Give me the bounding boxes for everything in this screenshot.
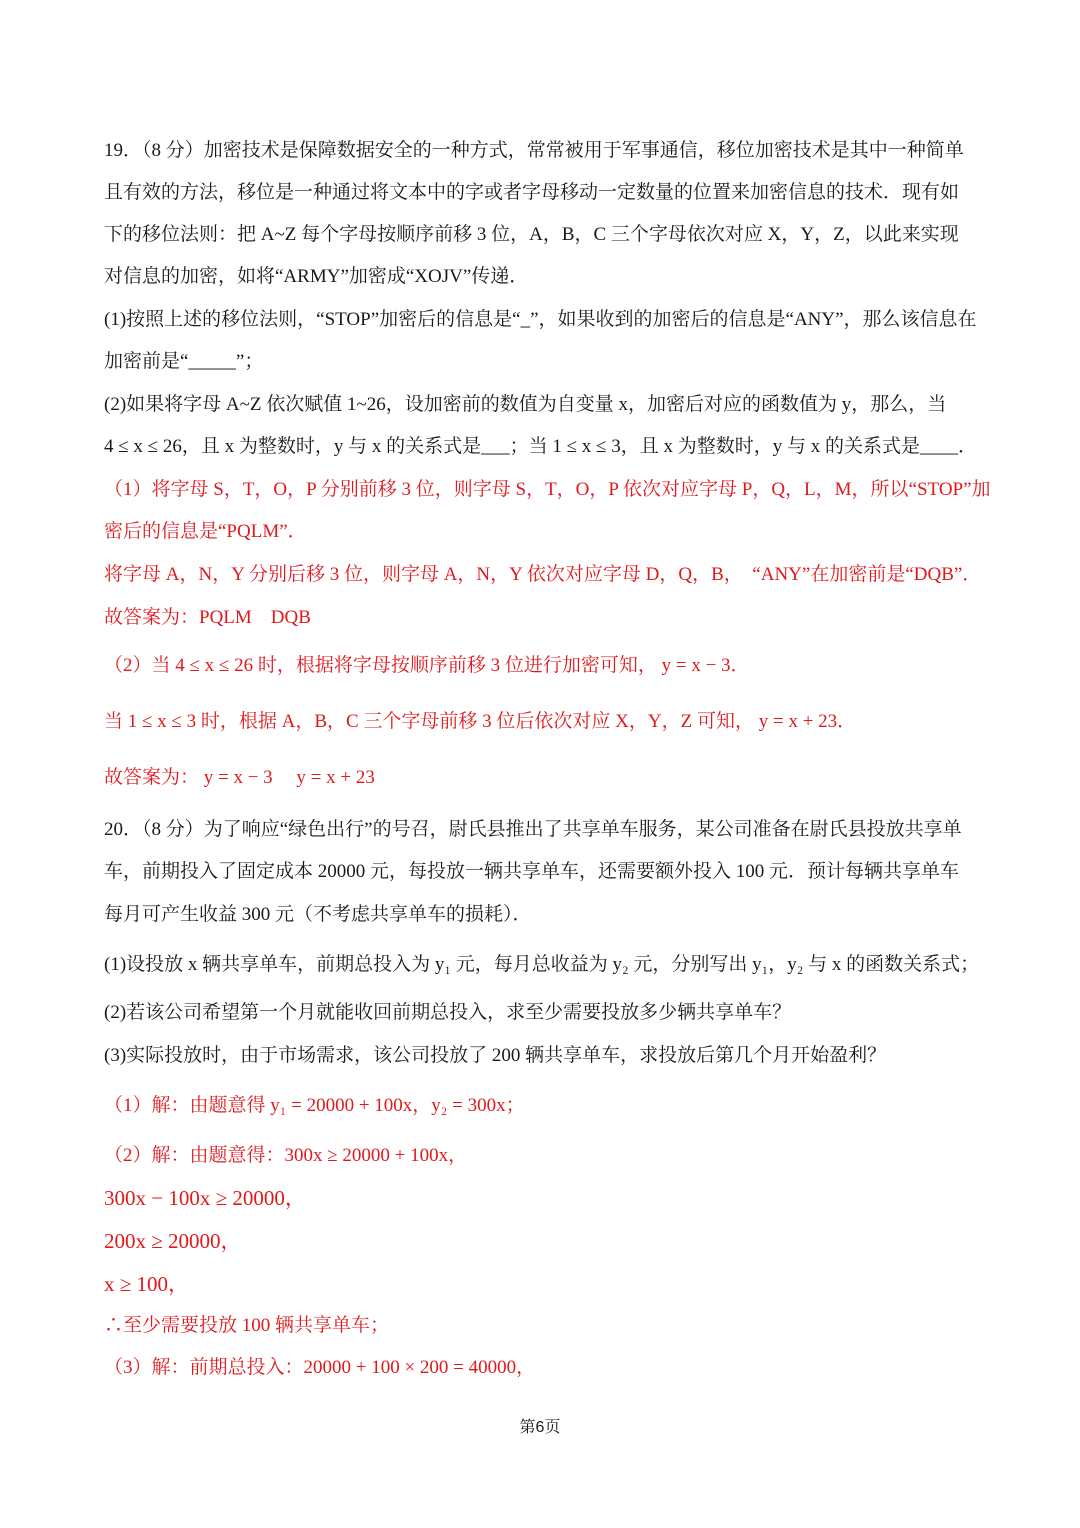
- q20-answer-line-6: ∴至少需要投放 100 辆共享单车；: [104, 1315, 390, 1336]
- q19-part2-line-2: 4 ≤ x ≤ 26，且 x 为整数时，y 与 x 的关系式是___；当 1 ≤ x ≤ 3，且 x 为整数时，y 与 x 的关系式是____．: [104, 436, 977, 457]
- q20-stem-line-1: 20．（8 分）为了响应“绿色出行”的号召，尉氏县推出了共享单车服务，某公司准备在尉氏县投放共享单: [104, 819, 962, 840]
- q19-answer-line-4: 故答案为：PQLM DQB: [104, 607, 311, 628]
- q20-answer-line-3: 300x − 100x ≥ 20000，: [104, 1186, 306, 1210]
- q19-part1-line-1: (1)按照上述的移位法则，“STOP”加密后的信息是“_”，如果收到的加密后的信息是“ANY”，那么该信息在: [104, 309, 977, 330]
- q19-answer-line-5: （2）当 4 ≤ x ≤ 26 时，根据将字母按顺序前移 3 位进行加密可知， y = x − 3．: [104, 655, 750, 676]
- q19-stem-line-1: 19．（8 分）加密技术是保障数据安全的一种方式，常常被用于军事通信，移位加密技术是其中一种简单: [104, 140, 964, 161]
- q19-part1-line-2: 加密前是“_____”；: [104, 351, 264, 372]
- q20-part-1: (1)设投放 x 辆共享单车，前期总投入为 y₁ 元，每月总收益为 y₂ 元，分别写出 y₁，y₂ 与 x 的函数关系式；: [104, 954, 980, 975]
- q20-stem-line-2: 车，前期投入了固定成本 20000 元，每投放一辆共享单车，还需要额外投入 100 元．预计每辆共享单车: [104, 861, 960, 882]
- q20-answer-line-5: x ≥ 100，: [104, 1272, 190, 1296]
- q19-answer-line-2: 密后的信息是“PQLM”．: [104, 521, 307, 542]
- q20-part-2: (2)若该公司希望第一个月就能收回前期总投入，求至少需要投放多少辆共享单车？: [104, 1002, 792, 1023]
- q19-answer-line-1: （1）将字母 S，T，O，P 分别前移 3 位，则字母 S，T，O，P 依次对应字母 P，Q，L，M，所以“STOP”加: [104, 479, 991, 500]
- q19-part2-line-1: (2)如果将字母 A~Z 依次赋值 1~26，设加密前的数值为自变量 x，加密后对应的函数值为 y，那么，当: [104, 394, 947, 415]
- q19-answer-line-3: 将字母 A，N，Y 分别后移 3 位，则字母 A，N，Y 依次对应字母 D，Q，B， “ANY”在加密前是“DQB”．: [104, 564, 982, 585]
- q19-answer-line-7: 故答案为： y = x − 3 y = x + 23: [104, 767, 375, 788]
- q20-answer-line-2: （2）解：由题意得：300x ≥ 20000 + 100x，: [104, 1145, 468, 1166]
- q20-answer-line-4: 200x ≥ 20000，: [104, 1229, 242, 1253]
- q20-answer-line-1: （1）解：由题意得 y₁ = 20000 + 100x，y₂ = 300x；: [104, 1095, 525, 1116]
- q20-stem-line-3: 每月可产生收益 300 元（不考虑共享单车的损耗）．: [104, 904, 532, 925]
- q19-stem-line-3: 下的移位法则：把 A~Z 每个字母按顺序前移 3 位，A，B，C 三个字母依次对应 X，Y，Z，以此来实现: [104, 224, 959, 245]
- q20-part-3: (3)实际投放时，由于市场需求，该公司投放了 200 辆共享单车，求投放后第几个月开始盈利？: [104, 1045, 887, 1066]
- q19-answer-line-6: 当 1 ≤ x ≤ 3 时，根据 A，B，C 三个字母前移 3 位后依次对应 X，Y，Z 可知， y = x + 23．: [104, 711, 857, 732]
- page-number: 第6页: [519, 1419, 561, 1436]
- q20-answer-line-7: （3）解：前期总投入：20000 + 100 × 200 = 40000，: [104, 1357, 536, 1378]
- q19-stem-line-4: 对信息的加密，如将“ARMY”加密成“XOJV”传递．: [104, 266, 529, 287]
- q19-stem-line-2: 且有效的方法，移位是一种通过将文本中的字或者字母移动一定数量的位置来加密信息的技术．现有如: [104, 182, 960, 203]
